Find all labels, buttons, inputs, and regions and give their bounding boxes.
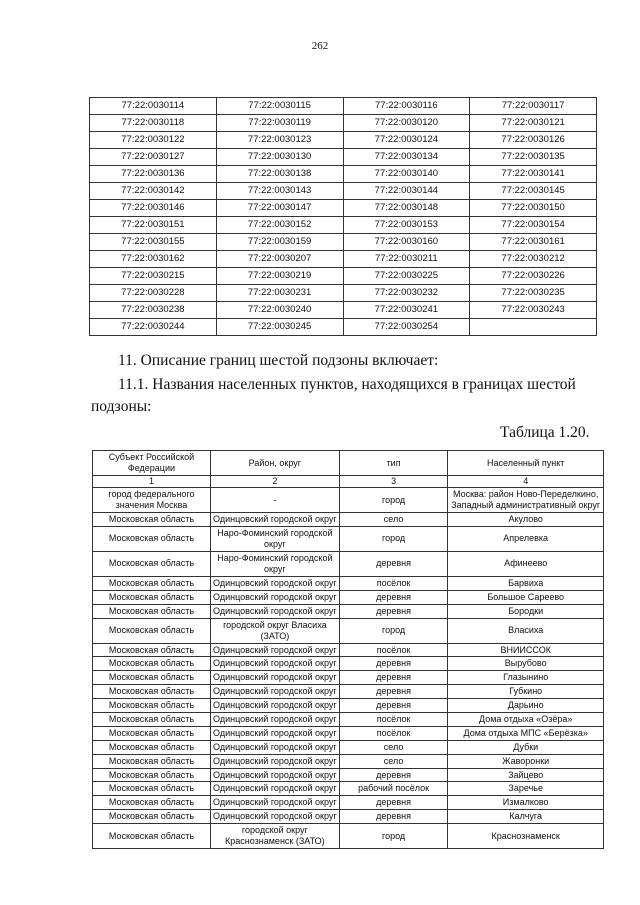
cadastral-code: 77:22:0030144 — [343, 183, 470, 200]
cell-subject: Московская область — [93, 754, 211, 768]
cell-type: деревня — [339, 796, 448, 810]
cadastral-code: 77:22:0030159 — [216, 234, 343, 251]
cell-settlement: Зайцево — [448, 768, 604, 782]
cell-district: Одинцовский городской округ — [210, 513, 339, 527]
table-row — [93, 604, 604, 618]
table-row — [93, 699, 604, 713]
cell-district: городской округ Власиха (ЗАТО) — [210, 618, 339, 643]
cell-district: Одинцовский городской округ — [210, 810, 339, 824]
cell-type: село — [339, 754, 448, 768]
cadastral-code: 77:22:0030155 — [90, 234, 217, 251]
cadastral-code: 77:22:0030162 — [90, 251, 217, 268]
cadastral-code: 77:22:0030130 — [216, 149, 343, 166]
cadastral-code: 77:22:0030147 — [216, 200, 343, 217]
cell-subject: Московская область — [93, 740, 211, 754]
cell-type: посёлок — [339, 726, 448, 740]
column-number: 2 — [210, 476, 339, 488]
cell-district: Одинцовский городской округ — [210, 754, 339, 768]
cell-type: деревня — [339, 604, 448, 618]
cell-subject: Московская область — [93, 796, 211, 810]
cadastral-code: 77:22:0030215 — [90, 268, 217, 285]
header-type: тип — [339, 451, 448, 476]
table-row — [93, 754, 604, 768]
cadastral-code: 77:22:0030117 — [470, 98, 597, 115]
cadastral-code: 77:22:0030243 — [470, 302, 597, 319]
cadastral-codes-table — [89, 97, 597, 336]
cell-settlement: Апрелевка — [448, 526, 604, 551]
cell-settlement: Краснознаменск — [448, 824, 604, 849]
code-row — [90, 200, 597, 217]
section-11-1-line1: 11.1. Названия населенных пунктов, находящихся в границах шестой — [118, 376, 576, 393]
cell-subject: Московская область — [93, 604, 211, 618]
cell-type: село — [339, 740, 448, 754]
cell-subject: Московская область — [93, 513, 211, 527]
cell-district: Одинцовский городской округ — [210, 768, 339, 782]
cell-subject: Московская область — [93, 824, 211, 849]
table-caption: Таблица 1.20. — [500, 424, 590, 441]
column-number: 3 — [339, 476, 448, 488]
page-number: 262 — [311, 40, 329, 52]
code-row — [90, 149, 597, 166]
cadastral-code: 77:22:0030241 — [343, 302, 470, 319]
cell-subject: Московская область — [93, 713, 211, 727]
cadastral-code: 77:22:0030120 — [343, 115, 470, 132]
cadastral-code: 77:22:0030142 — [90, 183, 217, 200]
table-row — [93, 643, 604, 657]
table-row — [93, 488, 604, 513]
cadastral-code: 77:22:0030231 — [216, 285, 343, 302]
table-row — [93, 590, 604, 604]
cell-settlement: Барвиха — [448, 576, 604, 590]
cell-settlement: Жаворонки — [448, 754, 604, 768]
cadastral-code: 77:22:0030211 — [343, 251, 470, 268]
cell-district: Одинцовский городской округ — [210, 643, 339, 657]
cadastral-code: 77:22:0030232 — [343, 285, 470, 302]
cell-settlement: Дубки — [448, 740, 604, 754]
cell-settlement: Губкино — [448, 685, 604, 699]
cell-subject: Московская область — [93, 576, 211, 590]
cadastral-code: 77:22:0030146 — [90, 200, 217, 217]
cadastral-code: 77:22:0030148 — [343, 200, 470, 217]
table-row — [93, 810, 604, 824]
column-number: 1 — [93, 476, 211, 488]
cell-type: город — [339, 488, 448, 513]
cadastral-code: 77:22:0030150 — [470, 200, 597, 217]
table-row — [93, 526, 604, 551]
cadastral-code: 77:22:0030141 — [470, 166, 597, 183]
cadastral-code: 77:22:0030122 — [90, 132, 217, 149]
cadastral-code: 77:22:0030136 — [90, 166, 217, 183]
cell-district: Одинцовский городской округ — [210, 796, 339, 810]
cadastral-code: 77:22:0030152 — [216, 217, 343, 234]
cell-type: деревня — [339, 590, 448, 604]
cadastral-code: 77:22:0030238 — [90, 302, 217, 319]
cell-settlement: Измалково — [448, 796, 604, 810]
cell-subject: Московская область — [93, 657, 211, 671]
cell-district: Наро-Фоминский городской округ — [210, 526, 339, 551]
cell-type: посёлок — [339, 713, 448, 727]
cell-type: село — [339, 513, 448, 527]
cell-subject: Московская область — [93, 782, 211, 796]
cell-settlement: Калчуга — [448, 810, 604, 824]
table-row — [93, 782, 604, 796]
cadastral-code: 77:22:0030140 — [343, 166, 470, 183]
cell-type: деревня — [339, 810, 448, 824]
cadastral-code: 77:22:0030126 — [470, 132, 597, 149]
cell-type: деревня — [339, 657, 448, 671]
cadastral-code: 77:22:0030118 — [90, 115, 217, 132]
table-row — [93, 671, 604, 685]
table-row — [93, 576, 604, 590]
cadastral-code: 77:22:0030145 — [470, 183, 597, 200]
table-row — [93, 824, 604, 849]
cell-settlement: Дарьино — [448, 699, 604, 713]
cell-subject: Московская область — [93, 643, 211, 657]
cell-district: Одинцовский городской округ — [210, 713, 339, 727]
cadastral-code: 77:22:0030143 — [216, 183, 343, 200]
cell-district: Наро-Фоминский городской округ — [210, 551, 339, 576]
cell-subject: Московская область — [93, 551, 211, 576]
cell-subject: Московская область — [93, 618, 211, 643]
cell-settlement: Власиха — [448, 618, 604, 643]
cell-settlement: ВНИИССОК — [448, 643, 604, 657]
section-11-1-line2: подзоны: — [91, 398, 152, 415]
cell-type: город — [339, 618, 448, 643]
table-row — [93, 657, 604, 671]
code-row — [90, 268, 597, 285]
cell-subject: город федерального значения Москва — [93, 488, 211, 513]
code-row — [90, 319, 597, 336]
cell-type: посёлок — [339, 576, 448, 590]
cadastral-code: 77:22:0030135 — [470, 149, 597, 166]
code-row — [90, 251, 597, 268]
cadastral-code: 77:22:0030226 — [470, 268, 597, 285]
cadastral-code: 77:22:0030151 — [90, 217, 217, 234]
table-number-row — [93, 476, 604, 488]
cadastral-code: 77:22:0030114 — [90, 98, 217, 115]
cell-district: Одинцовский городской округ — [210, 699, 339, 713]
cell-settlement: Москва: район Ново-Переделкино, Западный административный округ — [448, 488, 604, 513]
cell-district: Одинцовский городской округ — [210, 590, 339, 604]
cell-settlement: Акулово — [448, 513, 604, 527]
cadastral-code: 77:22:0030127 — [90, 149, 217, 166]
cadastral-code: 77:22:0030254 — [343, 319, 470, 336]
table-header-row — [93, 451, 604, 476]
cadastral-code: 77:22:0030124 — [343, 132, 470, 149]
code-row — [90, 234, 597, 251]
cadastral-code: 77:22:0030153 — [343, 217, 470, 234]
cell-type: посёлок — [339, 643, 448, 657]
cell-settlement: Дома отдыха МПС «Берёзка» — [448, 726, 604, 740]
cell-type: деревня — [339, 551, 448, 576]
cadastral-code: 77:22:0030240 — [216, 302, 343, 319]
cell-subject: Московская область — [93, 768, 211, 782]
cell-subject: Московская область — [93, 726, 211, 740]
cadastral-code: 77:22:0030123 — [216, 132, 343, 149]
code-row — [90, 217, 597, 234]
cell-district: Одинцовский городской округ — [210, 685, 339, 699]
cell-type: рабочий посёлок — [339, 782, 448, 796]
cadastral-code — [470, 319, 597, 336]
cell-district: Одинцовский городской округ — [210, 604, 339, 618]
table-row — [93, 551, 604, 576]
code-row — [90, 302, 597, 319]
cell-district: городской округ Краснознаменск (ЗАТО) — [210, 824, 339, 849]
table-row — [93, 513, 604, 527]
cell-settlement: Глазынино — [448, 671, 604, 685]
cell-settlement: Афинеево — [448, 551, 604, 576]
cell-district: Одинцовский городской округ — [210, 782, 339, 796]
cadastral-code: 77:22:0030154 — [470, 217, 597, 234]
cell-district: Одинцовский городской округ — [210, 726, 339, 740]
cell-subject: Московская область — [93, 590, 211, 604]
cadastral-code: 77:22:0030115 — [216, 98, 343, 115]
code-row — [90, 166, 597, 183]
cell-district: Одинцовский городской округ — [210, 671, 339, 685]
cell-settlement: Бородки — [448, 604, 604, 618]
code-row — [90, 115, 597, 132]
column-number: 4 — [448, 476, 604, 488]
section-11-heading: 11. Описание границ шестой подзоны включает: — [118, 352, 439, 369]
cell-settlement: Заречье — [448, 782, 604, 796]
cell-subject: Московская область — [93, 810, 211, 824]
code-row — [90, 98, 597, 115]
cell-type: деревня — [339, 768, 448, 782]
cadastral-code: 77:22:0030225 — [343, 268, 470, 285]
cadastral-code: 77:22:0030160 — [343, 234, 470, 251]
cell-settlement: Дома отдыха «Озёра» — [448, 713, 604, 727]
table-row — [93, 796, 604, 810]
cadastral-code: 77:22:0030121 — [470, 115, 597, 132]
cell-settlement: Большое Сареево — [448, 590, 604, 604]
table-row — [93, 768, 604, 782]
cell-type: город — [339, 824, 448, 849]
cell-type: деревня — [339, 699, 448, 713]
header-settlement: Населенный пункт — [448, 451, 604, 476]
code-row — [90, 285, 597, 302]
header-subject: Субъект Российской Федерации — [93, 451, 211, 476]
cell-subject: Московская область — [93, 526, 211, 551]
cell-subject: Московская область — [93, 699, 211, 713]
cell-district: Одинцовский городской округ — [210, 740, 339, 754]
cadastral-code: 77:22:0030228 — [90, 285, 217, 302]
cadastral-code: 77:22:0030119 — [216, 115, 343, 132]
settlements-table — [92, 450, 604, 849]
cadastral-code: 77:22:0030245 — [216, 319, 343, 336]
cell-district: Одинцовский городской округ — [210, 657, 339, 671]
cell-type: деревня — [339, 671, 448, 685]
cadastral-code: 77:22:0030134 — [343, 149, 470, 166]
cell-district: Одинцовский городской округ — [210, 576, 339, 590]
cell-type: деревня — [339, 685, 448, 699]
table-row — [93, 713, 604, 727]
cell-district: - — [210, 488, 339, 513]
cadastral-code: 77:22:0030116 — [343, 98, 470, 115]
table-row — [93, 726, 604, 740]
code-row — [90, 132, 597, 149]
cell-settlement: Вырубово — [448, 657, 604, 671]
cadastral-code: 77:22:0030244 — [90, 319, 217, 336]
cell-type: город — [339, 526, 448, 551]
cadastral-code: 77:22:0030235 — [470, 285, 597, 302]
code-row — [90, 183, 597, 200]
header-district: Район, округ — [210, 451, 339, 476]
cadastral-code: 77:22:0030161 — [470, 234, 597, 251]
table-row — [93, 685, 604, 699]
cell-subject: Московская область — [93, 685, 211, 699]
cadastral-code: 77:22:0030138 — [216, 166, 343, 183]
table-row — [93, 618, 604, 643]
cadastral-code: 77:22:0030219 — [216, 268, 343, 285]
cadastral-code: 77:22:0030212 — [470, 251, 597, 268]
cadastral-code: 77:22:0030207 — [216, 251, 343, 268]
cell-subject: Московская область — [93, 671, 211, 685]
table-row — [93, 740, 604, 754]
